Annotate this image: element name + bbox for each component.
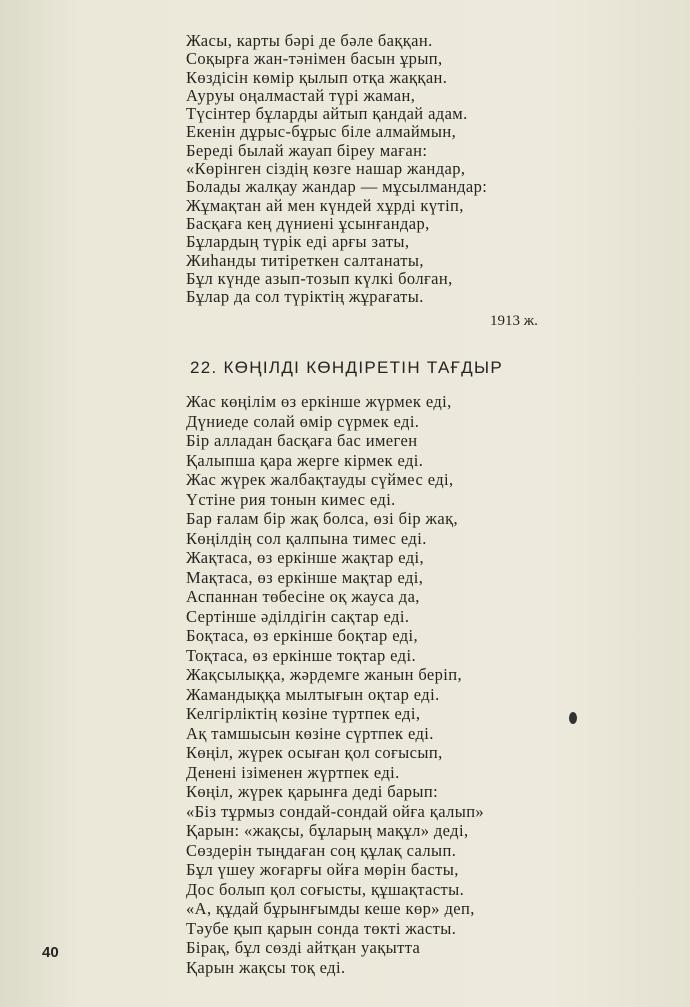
- poem-line: Көңілдің сол қалпына тимес еді.: [186, 528, 427, 548]
- poem-line: Түсінтер бұларды айтып қандай адам.: [186, 104, 468, 124]
- poem-body: [186, 392, 484, 977]
- poem-line: Бар ғалам бір жақ болса, өзі бір жақ,: [186, 509, 459, 528]
- poem-line: Тоқтаса, өз еркінше тоқтар еді.: [186, 645, 416, 665]
- poem-line: «Біз тұрмыз сондай-сондай ойға қалып»: [186, 801, 485, 821]
- poem-line: Бұл үшеу жоғарғы ойға мөрін басты,: [186, 860, 459, 879]
- poem-line: Бір алладан басқаға бас имеген: [186, 431, 418, 450]
- poem-line: Қарын: «жақсы, бұларың мақұл» деді,: [186, 821, 469, 840]
- poem-date: 1913 ж.: [490, 313, 538, 329]
- poem-line: Басқаға кең дүниені ұсынғандар,: [186, 213, 430, 233]
- poem-line: Боқтаса, өз еркінше боқтар еді,: [186, 626, 419, 645]
- poem-line: Бұлар да сол түріктің жұрағаты.: [186, 287, 424, 307]
- poem-line: Жамандыққа мылтығын оқтар еді.: [186, 684, 440, 704]
- poem-line: Дос болып қол соғысты, құшақтасты.: [186, 879, 465, 899]
- poem-line: Көздісін көмір қылып отқа жаққан.: [186, 67, 448, 87]
- poem-line: Келгірліктің көзіне түртпек еді,: [186, 704, 421, 723]
- poem-line: Көңіл, жүрек осыған қол соғысып,: [186, 743, 443, 762]
- poem-line: Сөздерін тыңдаған соң құлақ салып.: [186, 840, 457, 860]
- poem-line: Бұлардың түрік еді арғы заты,: [186, 232, 410, 252]
- poem-line: Бірақ, бұл сөзді айтқан уақытта: [186, 938, 421, 957]
- poem-title: 22. КӨҢІЛДІ КӨНДІРЕТІН ТАҒДЫР: [190, 358, 503, 377]
- page-number: 40: [42, 944, 59, 961]
- poem-line: Ауруы оңалмастай түрі жаман,: [186, 85, 416, 105]
- poem-line: «Көрінген сіздің көзге нашар жандар,: [186, 159, 466, 179]
- poem-line: Екенін дұрыс-бұрыс біле алмаймын,: [186, 122, 457, 142]
- poem-line: Жиһанды титіреткен салтанаты,: [186, 250, 424, 270]
- poem-line: Жас көңілім өз еркінше жүрмек еді,: [186, 392, 452, 411]
- poem-line: Болады жалқау жандар — мұсылмандар:: [186, 177, 488, 197]
- poem-line: Үстіне рия тонын кимес еді.: [186, 489, 396, 509]
- poem-line: Ақ тамшысын көзіне сүртпек еді.: [186, 723, 434, 743]
- poem-line: Жасы, карты бәрі де бәле баққан.: [186, 31, 433, 50]
- ink-spot: [569, 712, 577, 724]
- poem-line: Жақсылыққа, жәрдемге жанын беріп,: [186, 665, 463, 684]
- poem-line: Қалыпша қара жерге кірмек еді.: [186, 450, 424, 470]
- poem-line: Соқырға жан-тәнімен басын ұрып,: [186, 49, 443, 69]
- poem-line: Жас жүрек жалбақтауды сүймес еді,: [186, 470, 454, 489]
- previous-poem-ending: [186, 32, 487, 306]
- poem-line: «А, құдай бұрынғымды кеше көр» деп,: [186, 899, 475, 918]
- poem-line: Көңіл, жүрек қарынға деді барып:: [186, 782, 439, 801]
- poem-line: Жұмақтан ай мен күндей хұрді күтіп,: [186, 195, 464, 215]
- poem-line: Аспаннан төбесіне оқ жауса да,: [186, 587, 420, 606]
- poem-line: Жақтаса, өз еркінше жақтар еді,: [186, 548, 425, 567]
- poem-line: Дүниеде солай өмір сүрмек еді.: [186, 411, 420, 431]
- poem-line: Денені ізіменен жүртпек еді.: [186, 762, 400, 782]
- poem-line: Сертінше әділдігін сақтар еді.: [186, 606, 410, 626]
- poem-line: Қарын жақсы тоқ еді.: [186, 957, 346, 977]
- poem-line: Береді былай жауап біреу маған:: [186, 140, 428, 160]
- poem-line: Бұл күнде азып-тозып күлкі болған,: [186, 268, 453, 288]
- poem-line: Тәубе қып қарын сонда төкті жасты.: [186, 918, 457, 938]
- poem-line: Мақтаса, өз еркінше мақтар еді,: [186, 567, 424, 587]
